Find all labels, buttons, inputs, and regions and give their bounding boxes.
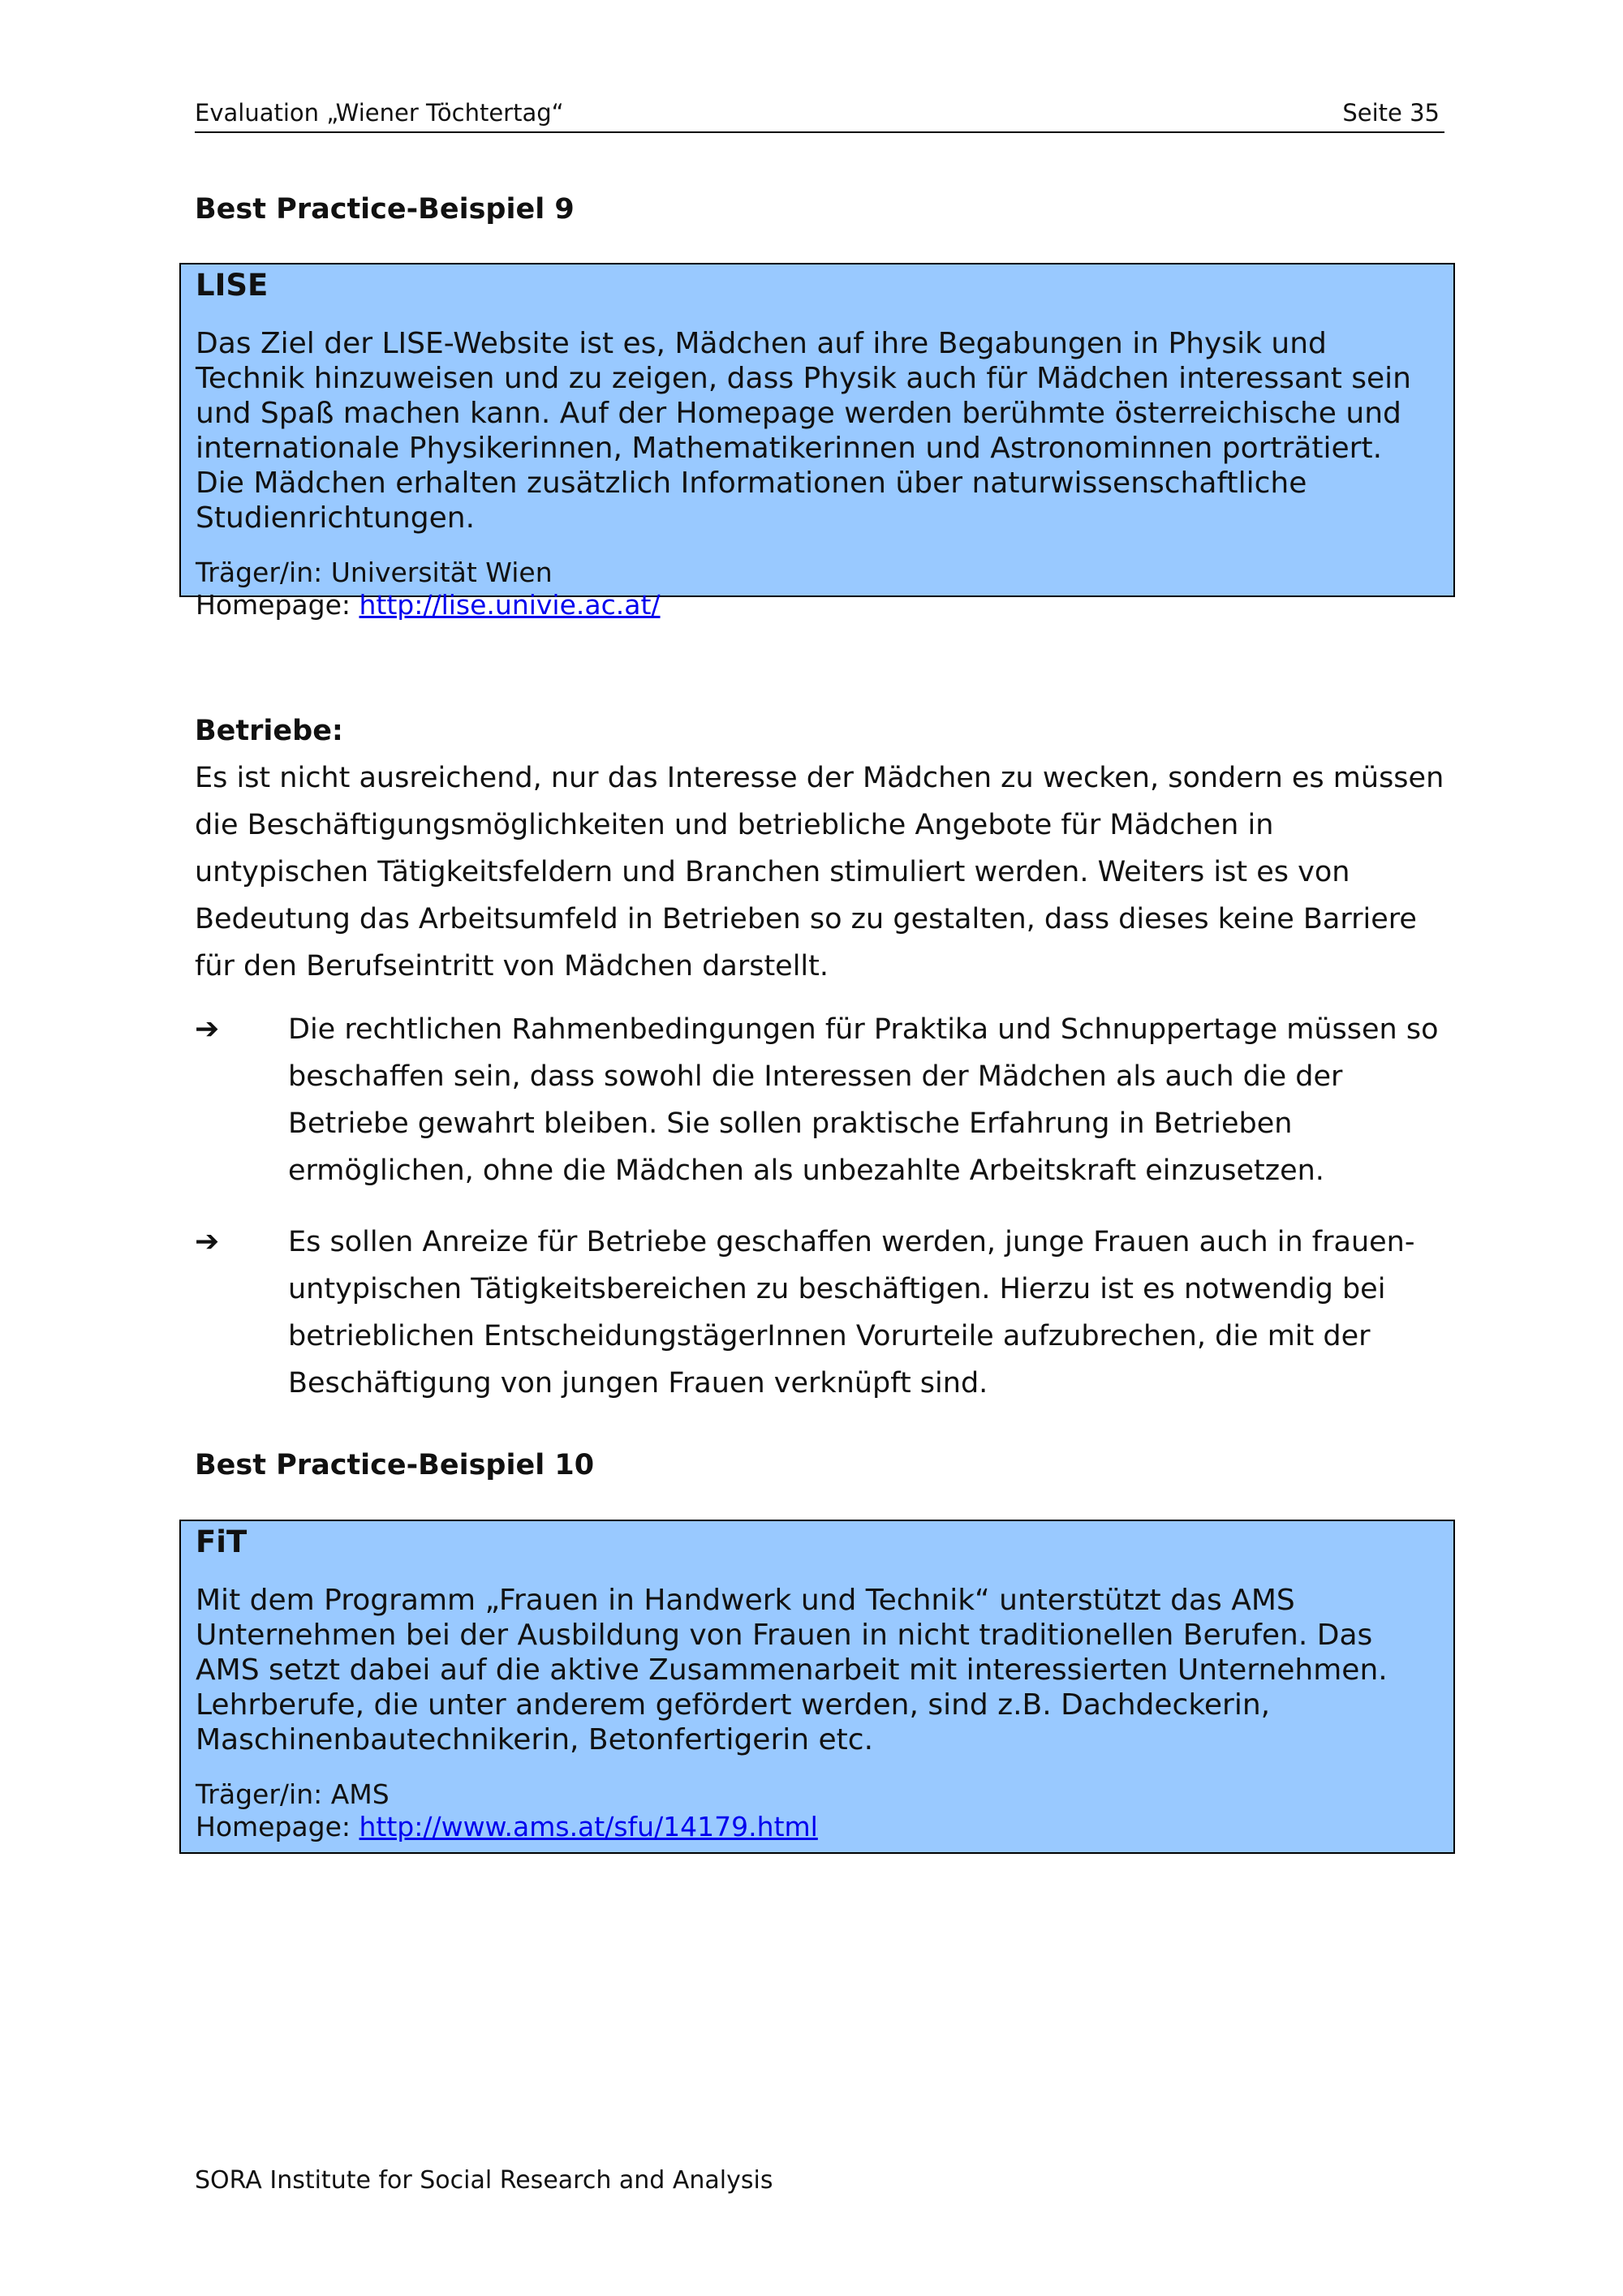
betriebe-text: Es ist nicht ausreichend, nur das Interesse der Mädchen zu wecken, sondern es müssen die Beschäftigungsmöglichkeiten und betriebliche Angebote für Mädchen in untypischen Tätigkeitsfeldern und Branchen stimuliert werden. Weiters ist es von Bedeutung das Arbeitsumfeld in Betrieben so zu gestalten, dass dieses keine Barriere für den Berufseintritt von Mädchen darstellt. [195,762,1444,982]
example-9-title: LISE [196,268,269,303]
document-title: Evaluation „Wiener Töchtertag“ [195,99,564,127]
page-header [195,97,1444,133]
list-item [195,1006,1449,1194]
bullet-text: Es sollen Anreize für Betriebe geschaffen werden, junge Frauen auch in frauen-untypischen Tätigkeitsbereichen zu beschäftigen. Hierzu ist es notwendig bei betrieblichen EntscheidungstägerInnen Vorurteile aufzubrechen, die mit der Beschäftigung von jungen Frauen verknüpft sind. [288,1226,1415,1400]
list-item [195,1219,1449,1407]
example-9-meta [196,557,1439,621]
betriebe-label: Betriebe: [195,715,343,747]
example-9-homepage-link[interactable]: http://lise.univie.ac.at/ [359,589,661,621]
example-9-text: Das Ziel der LISE-Website ist es, Mädchen auf ihre Begabungen in Physik und Technik hinzuweisen und zu zeigen, dass Physik auch für Mädchen interessant sein und Spaß machen kann. Auf der Homepage werden berühmte österreichische und internationale Physikerinnen, Mathematikerinnen und Astronominnen porträtiert. Die Mädchen erhalten zusätzlich Informationen über naturwissenschaftliche Studienrichtungen. [196,327,1411,535]
example-9-box [179,263,1455,621]
betriebe-section [195,707,1444,990]
page-footer: SORA Institute for Social Research and Analysis [195,2166,773,2195]
example-10-meta [196,1778,1439,1843]
example-10-heading: Best Practice-Beispiel 10 [195,1449,595,1481]
example-9-heading: Best Practice-Beispiel 9 [195,193,575,226]
example-9-homepage [196,589,1439,621]
example-10-title: FiT [196,1524,248,1559]
arrow-right-icon: ➔ [195,1225,220,1258]
bullet-text: Die rechtlichen Rahmenbedingungen für Praktika und Schnuppertage müssen so beschaffen sein, dass sowohl die Interessen der Mädchen als auch die der Betriebe gewahrt bleiben. Sie sollen praktische Erfahrung in Betrieben ermöglichen, ohne die Mädchen als unbezahlte Arbeitskraft einzusetzen. [288,1013,1439,1187]
example-9-homepage-label: Homepage: [196,589,359,621]
example-10-text: Mit dem Programm „Frauen in Handwerk und Technik“ unterstützt das AMS Unternehmen bei der Ausbildung von Frauen in nicht traditionellen Berufen. Das AMS setzt dabei auf die aktive Zusammenarbeit mit interessierten Unternehmen. Lehrberufe, die unter anderem gefördert werden, sind z.B. Dachdeckerin, Maschinenbautechnikerin, Betonfertigerin etc. [196,1584,1388,1756]
betriebe-bullet-list [195,1006,1449,1431]
example-10-homepage-label: Homepage: [196,1811,359,1842]
page-number: Seite 35 [1342,99,1440,127]
example-10-box [179,1520,1455,1854]
example-10-homepage-link[interactable]: http://www.ams.at/sfu/14179.html [359,1811,818,1842]
example-10-traeger: Träger/in: AMS [196,1778,390,1810]
example-10-homepage [196,1811,1439,1843]
example-9-traeger: Träger/in: Universität Wien [196,557,553,588]
arrow-right-icon: ➔ [195,1013,220,1046]
